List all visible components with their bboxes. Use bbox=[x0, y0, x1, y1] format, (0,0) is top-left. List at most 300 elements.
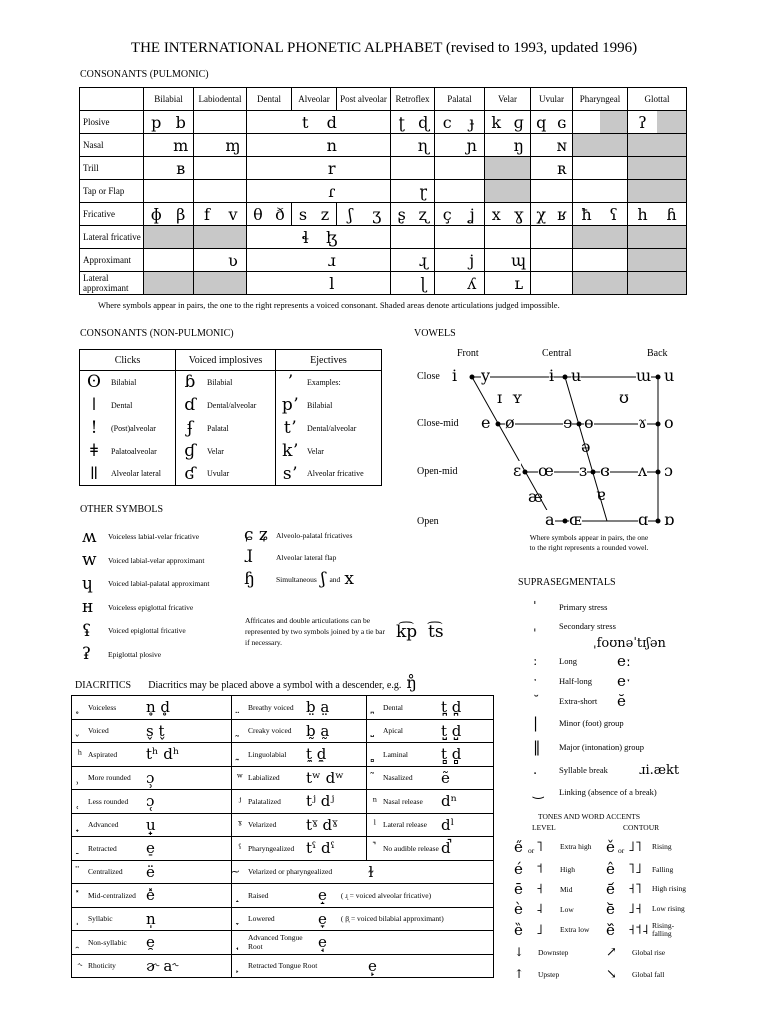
consonant-symbol: ʀ bbox=[557, 158, 567, 178]
diacritic-example: tʰ dʰ bbox=[146, 745, 180, 764]
other-symbol-label: Alveolar lateral flap bbox=[276, 552, 337, 562]
vowel-symbol: ʉ bbox=[571, 366, 582, 385]
supra-symbol: ˌ bbox=[533, 618, 537, 634]
supra-symbol: . bbox=[533, 762, 538, 778]
diacritic-label: Nasal release bbox=[383, 796, 423, 806]
tone-label: Rising bbox=[652, 842, 672, 851]
implosive-symbol: ɓ bbox=[184, 372, 196, 393]
diacritic-example: e̝ bbox=[318, 886, 327, 905]
supra-symbol: ‖ bbox=[533, 738, 541, 756]
supra-label: Extra-short bbox=[559, 696, 598, 706]
consonant-symbol: ʁ bbox=[557, 204, 567, 224]
diacritic-label: Breathy voiced bbox=[248, 702, 294, 712]
diacritic-cell bbox=[232, 884, 494, 908]
consonant-symbol: v bbox=[228, 204, 238, 224]
diacritic-mark bbox=[72, 771, 88, 784]
consonant-symbol: r bbox=[327, 158, 336, 178]
diacritic-mark: ʲ bbox=[238, 794, 242, 808]
diacritic-row bbox=[72, 837, 494, 861]
vowel-symbol: ɞ bbox=[600, 461, 610, 480]
diacritic-example: ɔ̜ bbox=[146, 792, 155, 811]
col-bilabial: Bilabial bbox=[144, 88, 194, 111]
diacritic-row bbox=[72, 884, 494, 908]
diacritic-mark bbox=[72, 701, 88, 714]
other-symbol: ʡ bbox=[82, 644, 92, 665]
diacritic-mark bbox=[72, 936, 88, 949]
vowel-symbol: æ bbox=[528, 487, 544, 506]
ejective-label: Alveolar fricative bbox=[307, 469, 364, 479]
consonant-symbol: ħ bbox=[581, 204, 592, 224]
diacritic-label: Mid-centralized bbox=[88, 890, 136, 900]
diacritic-cell bbox=[367, 790, 494, 814]
diacritic-mark bbox=[232, 865, 248, 878]
diacritic-label: Velarized bbox=[248, 820, 277, 830]
implosive-symbol: ɗ bbox=[184, 395, 196, 415]
and-label: and bbox=[329, 574, 341, 584]
consonant-symbol: ɦ bbox=[666, 204, 677, 224]
or-label: or bbox=[618, 846, 625, 855]
diacritic-label: Lateral release bbox=[383, 820, 427, 830]
diacritic-mark bbox=[72, 818, 88, 831]
diacritic-label: Labialized bbox=[248, 773, 280, 783]
consonant-symbol: f bbox=[204, 204, 210, 224]
vowel-symbol: ø bbox=[505, 413, 515, 432]
ejective-label: Dental/alveolar bbox=[307, 423, 357, 433]
diacritic-mark bbox=[72, 724, 88, 737]
other-symbols-heading: OTHER SYMBOLS bbox=[80, 504, 164, 515]
diacritic-label: Advanced Tongue Root bbox=[248, 933, 303, 952]
diacritic-cell bbox=[72, 743, 232, 767]
diacritic-mark bbox=[367, 842, 383, 855]
diacritic-example: tʷ dʷ bbox=[306, 768, 344, 787]
diacritic-mark: ʰ bbox=[77, 747, 83, 761]
diacritic-mark: ˤ bbox=[238, 841, 242, 855]
vowel-dot bbox=[563, 519, 568, 524]
tone-symbol: ê bbox=[606, 860, 615, 878]
click-label: Bilabial bbox=[111, 377, 137, 387]
ejective-symbol: sʼ bbox=[282, 463, 298, 484]
vowel-dot bbox=[656, 375, 661, 380]
tone-bar: ˩˥ bbox=[628, 838, 642, 855]
diacritic-example: e̯ bbox=[146, 933, 155, 952]
row-tap-flap: Tap or Flap bbox=[80, 180, 144, 203]
vowel-note bbox=[499, 533, 679, 553]
diacritic-cell bbox=[72, 860, 232, 884]
diacritic-label: Creaky voiced bbox=[248, 726, 292, 736]
other-symbol-label: Alveolo-palatal fricatives bbox=[276, 530, 353, 540]
consonant-symbol: ɲ bbox=[466, 135, 477, 155]
tones-level-heading: LEVEL bbox=[532, 823, 556, 832]
upstep-icon: ↑ bbox=[514, 967, 525, 981]
consonant-symbol: ɻ bbox=[418, 250, 428, 270]
diacritic-label: Rhoticity bbox=[88, 961, 116, 971]
diacritics-note: Diacritics may be placed above a symbol with a descender, e.g. bbox=[148, 680, 402, 691]
diacritic-label: Non-syllabic bbox=[88, 937, 127, 947]
diacritic-example: t̪ d̪ bbox=[441, 698, 462, 717]
vowel-dot bbox=[591, 470, 596, 475]
diacritic-example: tˠ dˠ bbox=[306, 815, 338, 834]
supra-label: Primary stress bbox=[559, 602, 608, 612]
other-symbol: x bbox=[344, 569, 354, 589]
consonant-symbol: b bbox=[175, 112, 186, 132]
diacritic-cell bbox=[72, 766, 232, 790]
other-symbol-label: Simultaneous bbox=[276, 574, 317, 584]
diacritic-cell bbox=[232, 766, 367, 790]
diacritic-cell bbox=[72, 696, 232, 720]
consonant-symbol: ɸ bbox=[150, 204, 162, 224]
tone-symbol: e᷅ bbox=[606, 900, 615, 918]
tone-symbol: e᷈ bbox=[606, 921, 615, 939]
supra-symbol: ˑ bbox=[533, 673, 538, 689]
consonant-symbol: ɭ bbox=[420, 273, 427, 293]
vowels-heading: VOWELS bbox=[414, 328, 456, 339]
consonant-symbol: t bbox=[302, 112, 309, 132]
diacritic-mark: ˠ bbox=[237, 818, 243, 832]
other-symbol: ʢ bbox=[82, 620, 92, 641]
tone-bar: ˩ bbox=[536, 922, 543, 938]
diacritic-mark bbox=[232, 724, 248, 737]
supra-example: ɹi.ækt bbox=[639, 762, 680, 778]
diacritic-label: Centralized bbox=[88, 867, 123, 877]
diacritic-label: Pharyngealized bbox=[248, 843, 295, 853]
consonant-symbol: x bbox=[491, 204, 501, 224]
consonant-symbol: ʕ bbox=[609, 204, 618, 224]
diacritic-example: t̺ d̺ bbox=[441, 721, 462, 740]
other-symbol-label: Voiceless epiglottal fricative bbox=[108, 602, 194, 612]
vowel-back-label: Back bbox=[647, 348, 668, 359]
diacritic-example: d̚ bbox=[441, 839, 451, 858]
diacritic-mark: ʷ bbox=[236, 771, 244, 785]
diacritic-mark bbox=[232, 936, 248, 949]
diacritics-table bbox=[71, 695, 494, 978]
diacritic-example: ẽ bbox=[441, 768, 450, 787]
ejective-symbol: tʼ bbox=[283, 418, 297, 438]
click-label: Alveolar lateral bbox=[111, 469, 161, 479]
vowel-symbol: œ bbox=[538, 461, 554, 480]
other-symbol: ɺ bbox=[244, 547, 253, 567]
tone-symbol: ē bbox=[514, 880, 523, 898]
diacritic-cell bbox=[72, 790, 232, 814]
other-symbol-label: Voiced epiglottal fricative bbox=[108, 626, 186, 636]
or-label: or bbox=[528, 846, 535, 855]
diacritic-mark bbox=[72, 889, 88, 902]
global-fall-icon: ↘ bbox=[606, 966, 617, 982]
click-label: Dental bbox=[111, 400, 133, 410]
consonant-symbol: ɽ bbox=[419, 181, 428, 201]
diacritic-cell bbox=[72, 907, 232, 931]
row-plosive: Plosive bbox=[80, 111, 144, 134]
tone-bar: ˧˥ bbox=[628, 881, 642, 897]
diacritic-row bbox=[72, 766, 494, 790]
diacritic-mark bbox=[367, 771, 383, 784]
diacritic-mark: ˡ bbox=[373, 818, 377, 832]
click-label: (Post)alveolar bbox=[111, 423, 156, 433]
diacritic-row bbox=[72, 931, 494, 955]
consonant-symbol: ʐ bbox=[418, 204, 429, 224]
col-postalveolar: Post alveolar bbox=[337, 88, 391, 111]
diacritic-label: Advanced bbox=[88, 820, 119, 830]
consonant-symbol: s bbox=[298, 204, 308, 224]
other-symbol: ʍ bbox=[82, 526, 97, 547]
vowel-open-label: Open bbox=[417, 516, 439, 527]
consonant-symbol: ʒ bbox=[372, 204, 382, 224]
vowel-note-line: Where symbols appear in pairs, the one bbox=[529, 533, 649, 542]
diacritic-cell bbox=[232, 696, 367, 720]
row-trill: Trill bbox=[80, 157, 144, 180]
vowel-open-mid-label: Open-mid bbox=[417, 466, 458, 477]
col-pharyngeal: Pharyngeal bbox=[573, 88, 628, 111]
diacritics-heading: DIACRITICS bbox=[75, 680, 132, 691]
diacritic-example: t̻ d̻ bbox=[441, 745, 462, 764]
consonant-symbol: ʋ bbox=[228, 250, 238, 270]
col-glottal: Glottal bbox=[628, 88, 687, 111]
implosive-label: Dental/alveolar bbox=[207, 400, 257, 410]
nonpulmonic-heading: CONSONANTS (NON-PULMONIC) bbox=[80, 328, 234, 339]
global-rise-icon: ↗ bbox=[606, 944, 617, 960]
consonant-symbol: k bbox=[491, 112, 502, 132]
tone-bar: ˦ bbox=[536, 861, 543, 877]
supra-label: Minor (foot) group bbox=[559, 718, 624, 728]
vowel-dot bbox=[577, 422, 582, 427]
consonant-symbol: ʝ bbox=[468, 204, 475, 224]
other-symbol: w bbox=[82, 550, 97, 571]
diacritic-example: tˤ dˤ bbox=[306, 839, 335, 858]
supra-symbol: ˈ bbox=[533, 599, 537, 615]
supra-label: Secondary stress bbox=[559, 621, 616, 631]
consonant-symbol: z bbox=[320, 204, 330, 224]
tones-heading: TONES AND WORD ACCENTS bbox=[538, 812, 641, 821]
diacritic-mark: ˞ bbox=[77, 959, 83, 973]
diacritic-cell bbox=[72, 719, 232, 743]
diacritic-label: Less rounded bbox=[88, 796, 129, 806]
consonant-symbol: d bbox=[326, 112, 337, 132]
vowel-front-label: Front bbox=[457, 348, 479, 359]
col-velar: Velar bbox=[485, 88, 531, 111]
consonant-symbol: ç bbox=[442, 204, 452, 224]
consonant-symbol: l bbox=[329, 273, 335, 293]
consonant-symbol: q bbox=[536, 112, 547, 132]
diacritic-example: e̞ bbox=[318, 909, 327, 928]
vowel-symbol: y bbox=[481, 366, 491, 385]
row-lateral-approximant: Lateral approximant bbox=[80, 272, 144, 295]
suprasegmentals-list bbox=[533, 597, 753, 803]
consonant-symbol: ɢ bbox=[557, 112, 567, 132]
diacritic-example: dⁿ bbox=[441, 792, 458, 811]
consonant-symbol: ʃ bbox=[348, 204, 353, 224]
diacritic-example: n̩ bbox=[146, 909, 156, 928]
tone-symbol: é bbox=[514, 860, 523, 878]
tone-symbol: è bbox=[514, 900, 523, 918]
tone-label: Low bbox=[560, 904, 574, 914]
supra-symbol: ː bbox=[533, 653, 538, 669]
diacritic-row bbox=[72, 860, 494, 884]
row-lateral-fricative: Lateral fricative bbox=[80, 226, 144, 249]
diacritic-example: ë bbox=[146, 862, 155, 881]
diacritic-example: t̼ d̼ bbox=[306, 745, 327, 764]
diacritic-mark bbox=[72, 842, 88, 855]
diacritic-example: s̬ t̬ bbox=[146, 721, 165, 740]
consonant-symbol: c bbox=[442, 112, 452, 132]
suprasegmentals-heading: SUPRASEGMENTALS bbox=[518, 577, 616, 588]
vowel-dot bbox=[656, 519, 661, 524]
supra-label: Syllable break bbox=[559, 765, 608, 775]
tone-label: Falling bbox=[652, 864, 674, 874]
diacritics-note-example: ŋ̊ bbox=[406, 673, 417, 692]
diacritic-row bbox=[72, 696, 494, 720]
ejective-symbol: pʼ bbox=[281, 395, 299, 415]
diacritic-example: e̠ bbox=[146, 839, 155, 858]
tone-label: Extra low bbox=[560, 925, 590, 934]
vowel-symbol: a bbox=[545, 510, 555, 529]
consonant-symbol: ɖ bbox=[418, 112, 429, 132]
diacritic-label: Palatalized bbox=[248, 796, 281, 806]
click-symbol: ʘ bbox=[87, 372, 101, 393]
diacritic-note: ( ɹ̝ = voiced alveolar fricative) bbox=[340, 890, 432, 900]
consonant-symbol: ʎ bbox=[467, 273, 477, 293]
consonant-symbol: ɟ bbox=[469, 112, 475, 132]
consonant-symbol: n bbox=[326, 135, 337, 155]
consonant-symbol: ɱ bbox=[225, 135, 241, 155]
ejectives-header: Ejectives bbox=[276, 350, 382, 371]
tone-symbol: e᷄ bbox=[606, 880, 615, 898]
vowel-symbol: ɘ bbox=[563, 413, 573, 432]
consonant-symbol: ʂ bbox=[397, 204, 406, 224]
diacritic-example: ɚ a˞ bbox=[146, 956, 179, 975]
implosive-label: Velar bbox=[207, 446, 224, 456]
tone-symbol: ȅ bbox=[514, 921, 523, 939]
diacritics-header bbox=[75, 673, 417, 692]
diacritic-cell bbox=[367, 696, 494, 720]
diacritic-example: tʲ dʲ bbox=[306, 792, 335, 811]
tone-label: High bbox=[560, 864, 575, 874]
supra-example: eː bbox=[617, 652, 631, 670]
other-symbol: ɥ bbox=[82, 573, 93, 594]
consonant-symbol: m bbox=[173, 135, 189, 155]
consonant-symbol: ɳ bbox=[417, 135, 429, 155]
consonant-symbol: ʙ bbox=[176, 158, 186, 178]
diacritic-note: ( β̞ = voiced bilabial approximant) bbox=[340, 914, 444, 924]
diacritic-label: Aspirated bbox=[88, 749, 118, 759]
supra-label: Major (intonation) group bbox=[559, 742, 644, 752]
diacritic-example: ɔ̹ bbox=[146, 768, 155, 787]
tone-label: High rising bbox=[652, 884, 686, 893]
other-symbol: ɧ bbox=[244, 569, 255, 589]
diacritic-cell bbox=[367, 743, 494, 767]
click-symbol: ǀ bbox=[91, 395, 97, 415]
diacritic-cell bbox=[232, 860, 494, 884]
supra-example: ĕ bbox=[617, 692, 626, 710]
vowel-symbol: ɯ bbox=[636, 366, 652, 385]
diacritic-cell bbox=[232, 813, 367, 837]
clicks-header: Clicks bbox=[80, 350, 176, 371]
diacritic-mark bbox=[72, 795, 88, 808]
tones-level-list bbox=[514, 834, 609, 985]
row-approximant: Approximant bbox=[80, 249, 144, 272]
diacritic-cell bbox=[367, 719, 494, 743]
col-dental: Dental bbox=[247, 88, 292, 111]
consonant-symbol: β bbox=[176, 204, 186, 224]
diacritic-label: No audible release bbox=[383, 843, 439, 853]
vowel-symbol: ɤ bbox=[638, 413, 648, 432]
tone-label: Upstep bbox=[538, 969, 560, 979]
diacritic-label: Velarized or pharyngealized bbox=[248, 867, 333, 877]
vowel-close-label: Close bbox=[417, 371, 440, 382]
tones-contour-heading: CONTOUR bbox=[623, 823, 660, 832]
tone-label: Downstep bbox=[538, 947, 569, 957]
diacritic-cell bbox=[72, 813, 232, 837]
diacritic-label: Voiced bbox=[88, 726, 109, 736]
vowel-note-line: to the right represents a rounded vowel. bbox=[529, 543, 649, 552]
other-symbol: ʜ bbox=[82, 597, 94, 618]
downstep-icon: ↓ bbox=[514, 945, 525, 959]
consonant-symbol: ʔ bbox=[638, 112, 647, 132]
tone-label: Low rising bbox=[652, 904, 685, 913]
consonant-symbol: h bbox=[637, 204, 648, 224]
vowel-symbol: ɐ bbox=[596, 485, 606, 504]
col-alveolar: Alveolar bbox=[292, 88, 337, 111]
diacritic-row bbox=[72, 813, 494, 837]
vowel-symbol: ɒ bbox=[664, 510, 675, 529]
tone-symbol: ě bbox=[606, 837, 615, 856]
diacritic-label: Laminal bbox=[383, 749, 408, 759]
consonant-symbol: ɡ bbox=[513, 112, 524, 132]
diacritic-cell bbox=[232, 837, 367, 861]
ejective-label: Examples: bbox=[307, 377, 341, 387]
diacritic-example: e̽ bbox=[146, 886, 155, 905]
diacritic-mark bbox=[232, 959, 248, 972]
consonant-symbol: ʈ bbox=[398, 112, 405, 132]
col-labiodental: Labiodental bbox=[194, 88, 247, 111]
implosive-symbol: ɠ bbox=[184, 441, 196, 461]
col-uvular: Uvular bbox=[531, 88, 573, 111]
vowel-symbol: ɪ bbox=[497, 388, 503, 407]
consonant-symbol: ɴ bbox=[556, 135, 567, 155]
row-nasal: Nasal bbox=[80, 134, 144, 157]
consonant-symbol: j bbox=[469, 250, 475, 270]
diacritic-mark bbox=[232, 889, 248, 902]
vowel-symbol: ɜ bbox=[579, 461, 588, 480]
diacritic-row bbox=[72, 907, 494, 931]
diacritic-example: dˡ bbox=[441, 815, 455, 834]
vowel-symbol: ʌ bbox=[638, 461, 648, 480]
ejective-label: Bilabial bbox=[307, 400, 333, 410]
ejective-label: Velar bbox=[307, 446, 324, 456]
page-title: THE INTERNATIONAL PHONETIC ALPHABET (revised to 1993, updated 1996) bbox=[130, 40, 638, 56]
diacritic-mark bbox=[367, 701, 383, 714]
vowel-symbol: e bbox=[481, 413, 491, 432]
implosive-symbol: ʄ bbox=[186, 418, 194, 438]
diacritic-mark: ⁿ bbox=[372, 794, 378, 808]
vowel-dot bbox=[523, 470, 528, 475]
supra-label: Long bbox=[559, 656, 577, 666]
pulmonic-note: Where symbols appear in pairs, the one to the right represents a voiced consonant. Shaded areas denote articulations judged impossible. bbox=[98, 300, 560, 310]
diacritic-example: e̘ bbox=[318, 933, 327, 952]
consonant-symbol: ɣ bbox=[513, 204, 524, 224]
diacritic-cell bbox=[72, 884, 232, 908]
diacritic-cell bbox=[72, 931, 232, 955]
diacritic-label: More rounded bbox=[88, 773, 131, 783]
vowel-symbol: ʏ bbox=[512, 388, 523, 407]
ejective-symbol: kʼ bbox=[282, 441, 298, 461]
diacritic-mark bbox=[367, 748, 383, 761]
vowel-symbol: u bbox=[664, 366, 675, 385]
supra-symbol: | bbox=[533, 714, 539, 732]
stress-example: ˌfoʊnəˈtɪʃən bbox=[593, 635, 666, 651]
ejective-symbol: ʼ bbox=[287, 372, 293, 393]
vowel-central-label: Central bbox=[542, 348, 572, 359]
diacritic-label: Dental bbox=[383, 702, 403, 712]
tone-symbol: e̋ bbox=[514, 837, 523, 856]
